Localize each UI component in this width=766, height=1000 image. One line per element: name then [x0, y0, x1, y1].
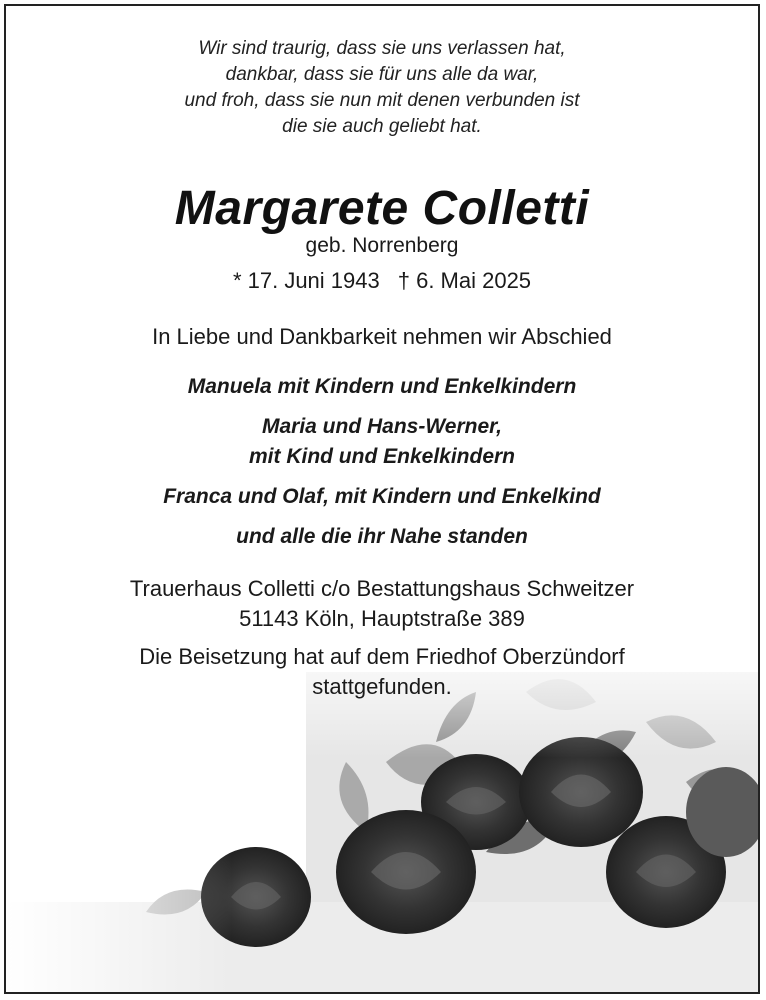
mourners-list	[6, 372, 758, 552]
burial-note	[6, 642, 758, 702]
burial-line: Die Beisetzung hat auf dem Friedhof Oberzündorf	[139, 644, 625, 669]
poem-line: Wir sind traurig, dass sie uns verlassen hat,	[198, 38, 566, 59]
obituary-frame	[4, 4, 760, 994]
mourner-line: Manuela mit Kindern und Enkelkindern	[187, 375, 577, 398]
address-line: 51143 Köln, Hauptstraße 389	[239, 606, 525, 631]
address-line: Trauerhaus Colletti c/o Bestattungshaus Schweitzer	[129, 576, 635, 601]
deceased-name: Margarete Colletti	[174, 182, 590, 235]
burial-line: stattgefunden.	[312, 674, 452, 699]
poem	[6, 36, 758, 140]
mourner-line: Franca und Olaf, mit Kindern und Enkelkind	[163, 485, 601, 508]
mourning-address	[6, 574, 758, 634]
poem-line: und froh, dass sie nun mit denen verbunden ist	[184, 90, 580, 111]
obituary-content	[6, 36, 758, 702]
mourner-line: und alle die ihr Nahe standen	[236, 525, 528, 548]
mourner-line: Maria und Hans-Werner,	[261, 415, 502, 438]
life-dates	[6, 266, 758, 296]
poem-line: die sie auch geliebt hat.	[282, 116, 482, 137]
farewell-text: In Liebe und Dankbarkeit nehmen wir Abschied	[152, 324, 612, 349]
mourner-line: mit Kind und Enkelkindern	[248, 445, 516, 468]
maiden-name: geb. Norrenberg	[305, 234, 459, 257]
poem-line: dankbar, dass sie für uns alle da war,	[225, 64, 539, 85]
birth-date: * 17. Juni 1943	[232, 268, 380, 293]
death-date: † 6. Mai 2025	[397, 268, 532, 293]
